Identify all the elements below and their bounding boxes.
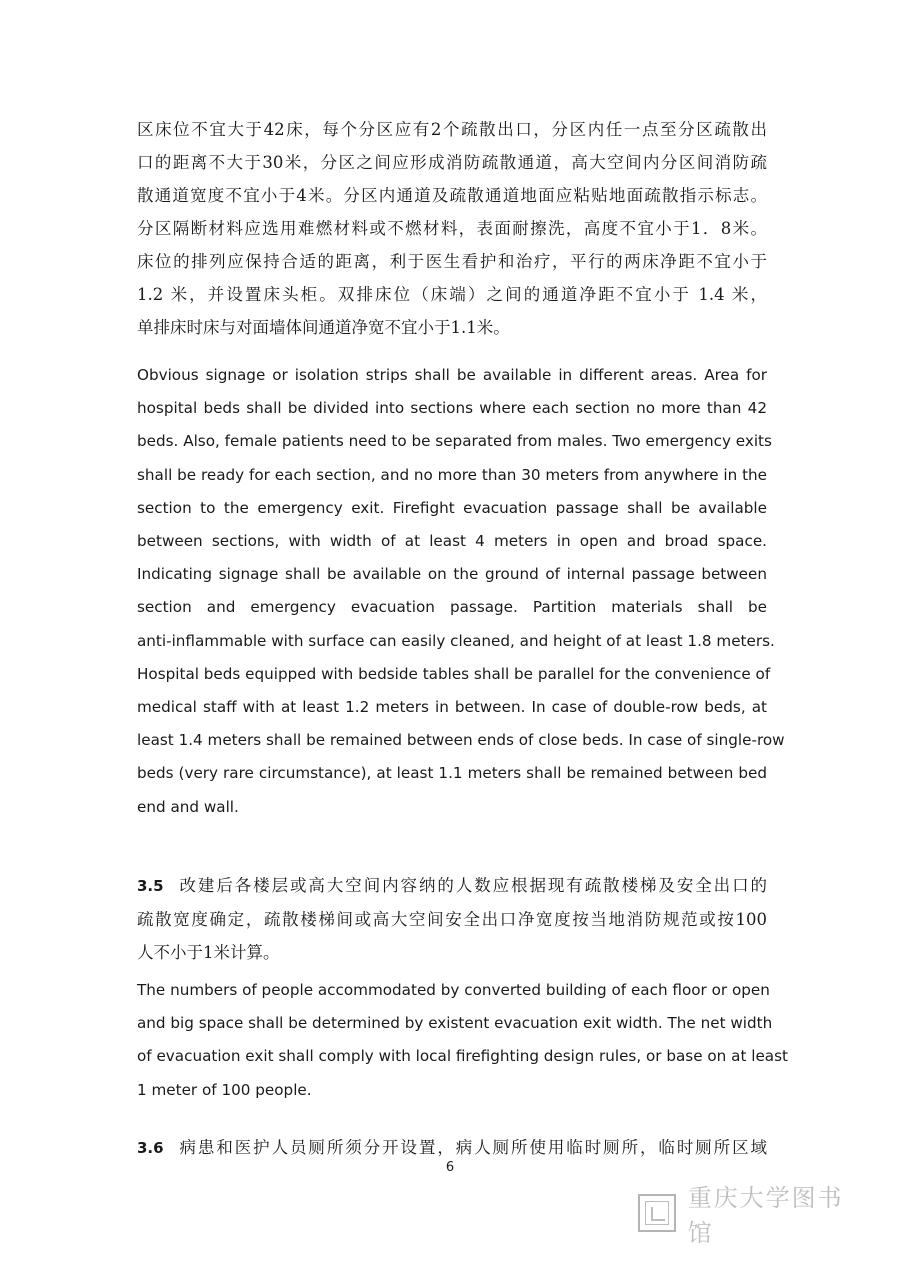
text-line: Obvious signage or isolation strips shall be available in different areas. Area for bbox=[137, 366, 767, 384]
text-line: beds (very rare circumstance), at least 1.1 meters shall be remained between bed bbox=[137, 764, 767, 783]
text-line bbox=[137, 869, 767, 903]
text-line: Hospital beds equipped with bedside tables shall be parallel for the convenience of bbox=[137, 664, 771, 683]
library-seal-icon bbox=[638, 1194, 676, 1232]
text-line: 人不小于1米计算。 bbox=[137, 943, 280, 962]
text-line: 分区隔断材料应选用难燃材料或不燃材料，表面耐擦洗，高度不宜小于1．8米。 bbox=[137, 219, 767, 238]
section-text: 病患和医护人员厕所须分开设置，病人厕所使用临时厕所，临时厕所区域 bbox=[177, 1138, 767, 1157]
text-line: and big space shall be determined by existent evacuation exit width. The net width bbox=[137, 1014, 773, 1033]
section-number: 3.5 bbox=[137, 877, 164, 895]
text-line: end and wall. bbox=[137, 797, 239, 816]
text-line: The numbers of people accommodated by converted building of each floor or open bbox=[137, 981, 770, 999]
text-line: section and emergency evacuation passage. Partition materials shall be bbox=[137, 598, 767, 617]
text-line: 散通道宽度不宜小于4米。分区内通道及疏散通道地面应粘贴地面疏散指示标志。 bbox=[137, 186, 767, 205]
chinese-paragraph-1 bbox=[137, 113, 767, 344]
text-line: 疏散宽度确定，疏散楼梯间或高大空间安全出口净宽度按当地消防规范或按100 bbox=[137, 910, 767, 929]
text-line: hospital beds shall be divided into sections where each section no more than 42 bbox=[137, 399, 767, 418]
text-line: medical staff with at least 1.2 meters in between. In case of double-row beds, at bbox=[137, 698, 767, 717]
text-line: Indicating signage shall be available on the ground of internal passage between bbox=[137, 565, 767, 584]
text-line: 1 meter of 100 people. bbox=[137, 1080, 312, 1099]
text-line: section to the emergency exit. Firefight evacuation passage shall be available bbox=[137, 498, 767, 517]
text-line: 单排床时床与对面墙体间通道净宽不宜小于1.1米。 bbox=[137, 318, 510, 337]
text-line: of evacuation exit shall comply with local firefighting design rules, or base on at least bbox=[137, 1047, 788, 1066]
english-paragraph-1 bbox=[137, 359, 785, 824]
section-3-5-chinese bbox=[137, 869, 767, 969]
text-line: 床位的排列应保持合适的距离，利于医生看护和治疗，平行的两床净距不宜小于 bbox=[137, 252, 767, 271]
text-line: 口的距离不大于30米，分区之间应形成消防疏散通道，高大空间内分区间消防疏 bbox=[137, 153, 767, 172]
page-number: 6 bbox=[445, 1160, 455, 1175]
section-3-5-english bbox=[137, 974, 788, 1107]
text-line: anti-inflammable with surface can easily cleaned, and height of at least 1.8 meters. bbox=[137, 631, 775, 650]
section-text: 改建后各楼层或高大空间内容纳的人数应根据现有疏散楼梯及安全出口的 bbox=[177, 876, 767, 895]
text-line: 区床位不宜大于42床，每个分区应有2个疏散出口，分区内任一点至分区疏散出 bbox=[137, 120, 767, 139]
watermark-text: 重庆大学图书馆 bbox=[687, 1184, 844, 1247]
text-line: 1.2 米，并设置床头柜。双排床位（床端）之间的通道净距不宜小于 1.4 米， bbox=[137, 285, 767, 304]
text-line: least 1.4 meters shall be remained between ends of close beds. In case of single-row bbox=[137, 731, 785, 750]
text-line: beds. Also, female patients need to be separated from males. Two emergency exits bbox=[137, 432, 772, 451]
library-watermark bbox=[638, 1184, 868, 1247]
text-line: shall be ready for each section, and no more than 30 meters from anywhere in the bbox=[137, 465, 767, 484]
text-line: between sections, with width of at least 4 meters in open and broad space. bbox=[137, 532, 767, 551]
section-number: 3.6 bbox=[137, 1139, 164, 1157]
